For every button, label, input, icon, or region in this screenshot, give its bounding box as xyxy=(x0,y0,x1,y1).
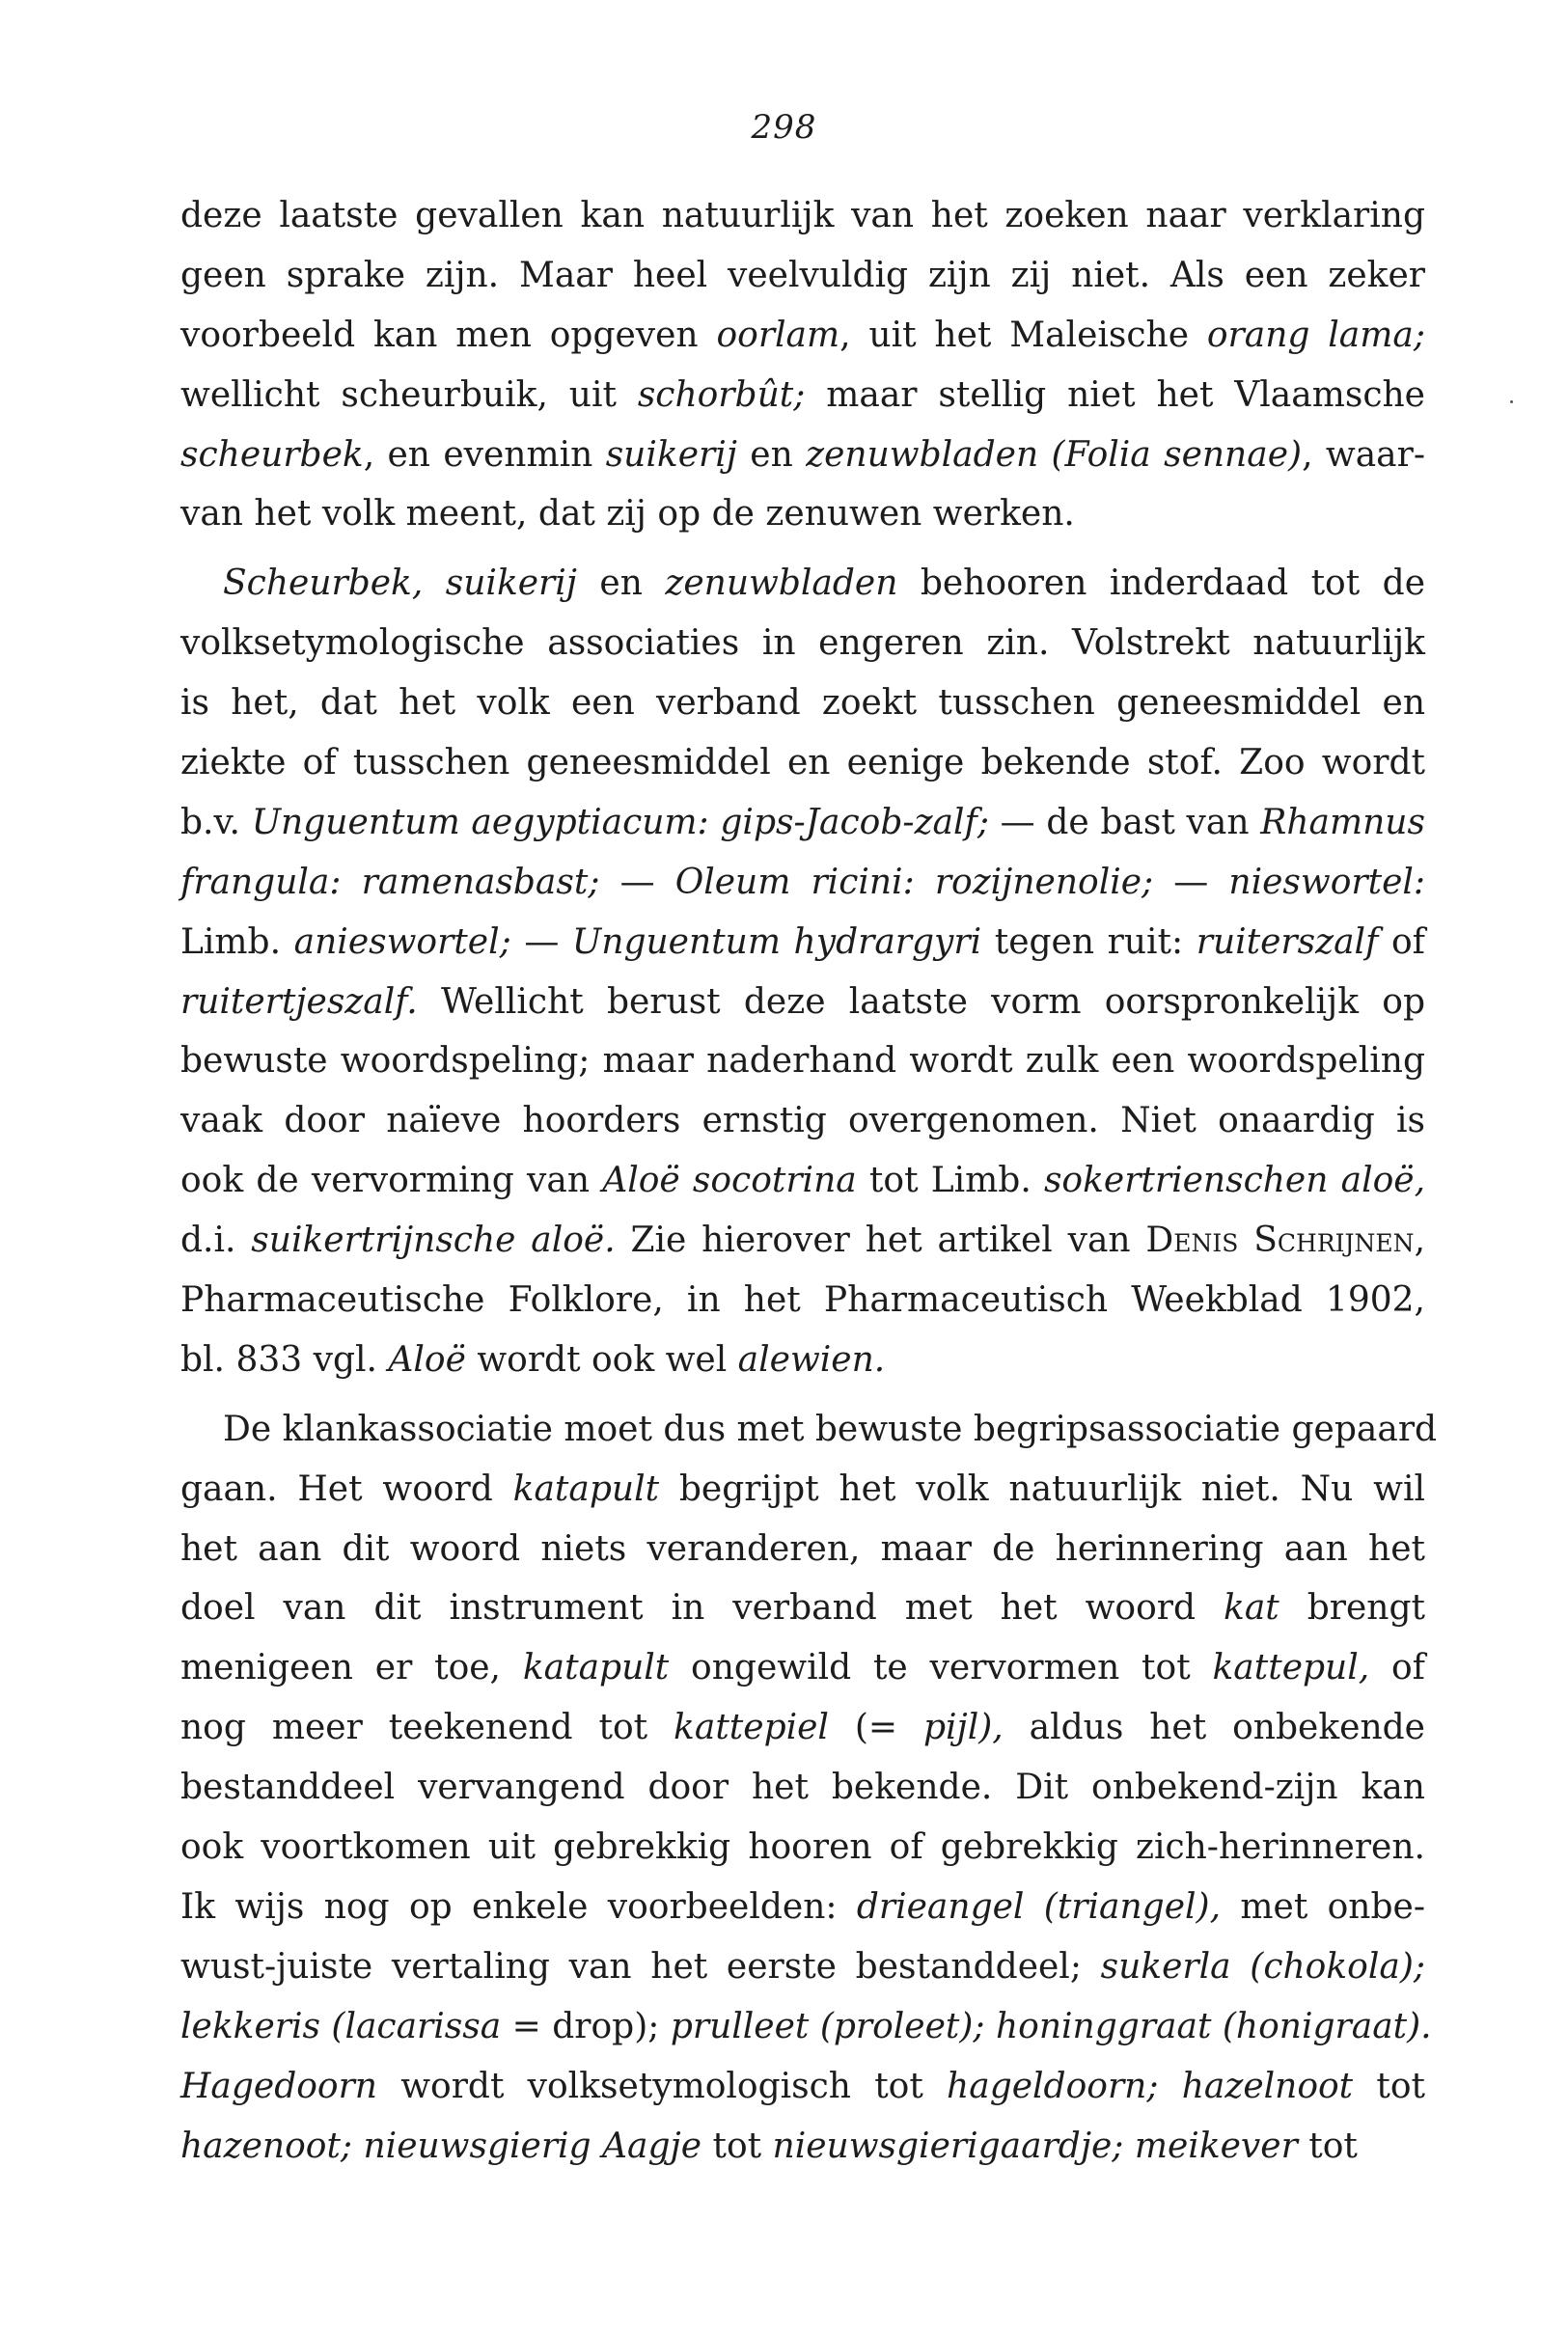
text-run: en xyxy=(736,434,807,475)
italic-run: Aloë xyxy=(388,1339,466,1380)
text-run: bestanddeel vervangend door het bekende. Dit onbekend-zijn kan xyxy=(180,1768,1425,1808)
text-line xyxy=(180,1638,1425,1698)
italic-run: suikerij xyxy=(605,434,737,475)
text-run: — xyxy=(510,921,572,962)
italic-run: katapult xyxy=(522,1648,670,1688)
text-run: aldus het onbekende xyxy=(1003,1708,1425,1748)
text-run: begrijpt het volk natuurlijk niet. Nu wil xyxy=(659,1468,1425,1509)
text-line xyxy=(180,2117,1425,2177)
text-run: b.v. xyxy=(180,802,252,842)
text-run: ziekte of tusschen geneesmiddel en eenige bekende stof. Zoo wordt xyxy=(180,743,1425,783)
text-line xyxy=(180,1151,1425,1211)
italic-run: nieuwsgierigaardje; meikever xyxy=(772,2126,1298,2166)
text-line xyxy=(180,366,1425,425)
text-line xyxy=(180,1818,1425,1878)
text-line xyxy=(180,1211,1425,1271)
text-run: , waar- xyxy=(1302,434,1425,475)
paragraph xyxy=(180,186,1425,544)
italic-run: suikertrijnsche aloë. xyxy=(251,1221,616,1261)
text-run: ook voortkomen uit gebrekkig hooren of gebrekkig zich-herinneren. xyxy=(180,1827,1425,1868)
text-line xyxy=(180,614,1425,673)
italic-run: hageldoorn; hazelnoot xyxy=(947,2066,1354,2106)
text-run: , uit het Maleische xyxy=(839,315,1207,355)
text-line xyxy=(180,913,1425,973)
text-line xyxy=(180,484,1425,544)
text-run: van het volk meent, dat zij op de zenuwen werken. xyxy=(180,494,1075,535)
text-run: , xyxy=(1414,1221,1426,1261)
page-number: 298 xyxy=(751,108,817,147)
text-line xyxy=(180,1520,1425,1579)
italic-run: Unguentum hydrargyri xyxy=(571,921,982,962)
italic-run: katapult xyxy=(512,1468,660,1509)
text-run: of xyxy=(1369,1648,1425,1688)
italic-run: Hagedoorn xyxy=(180,2066,377,2106)
text-run: voorbeeld kan men opgeven xyxy=(180,315,717,355)
text-run: tot xyxy=(1297,2126,1358,2166)
italic-run: kattepiel xyxy=(674,1708,829,1748)
text-run: tot Limb. xyxy=(856,1161,1044,1201)
paragraph xyxy=(180,554,1425,1389)
italic-run: schorbût; xyxy=(637,374,806,415)
text-line xyxy=(180,853,1425,913)
text-line xyxy=(180,186,1425,246)
paragraph-gap xyxy=(180,1390,1425,1400)
text-line xyxy=(180,1878,1425,1937)
italic-run: sukerla (chokola); xyxy=(1100,1946,1425,1987)
text-line xyxy=(180,1271,1425,1331)
text-run: doel van dit instrument in verband met het woord xyxy=(180,1588,1224,1629)
text-run: geen sprake zijn. Maar heel veelvuldig zijn zij niet. Als een zeker xyxy=(180,255,1425,295)
text-run: (= xyxy=(828,1708,923,1748)
text-run: behooren inderdaad tot de xyxy=(897,563,1425,604)
text-run: Pharmaceutische Folklore, in het Pharmaceutisch Weekblad 1902, xyxy=(180,1280,1425,1321)
text-line xyxy=(180,673,1425,733)
text-line xyxy=(180,973,1425,1032)
italic-run: nieswortel: xyxy=(1228,862,1426,902)
body-text xyxy=(180,186,1438,2176)
text-run: nog meer teekenend tot xyxy=(180,1708,674,1748)
text-run: of xyxy=(1378,921,1425,962)
italic-run: ruitertjeszalf. xyxy=(180,981,418,1022)
italic-run: Aloë socotrina xyxy=(602,1161,857,1201)
italic-run: Oleum ricini: rozijnenolie; xyxy=(674,862,1154,902)
small-caps-run: Denis Schrijnen xyxy=(1145,1221,1415,1261)
italic-run: ruiterszalf xyxy=(1196,921,1379,962)
text-run: is het, dat het volk een verband zoekt tusschen geneesmiddel en xyxy=(180,683,1425,724)
text-line xyxy=(180,306,1425,366)
text-line xyxy=(180,2057,1425,2117)
text-run: deze laatste gevallen kan natuurlijk van het zoeken naar verklaring xyxy=(180,196,1425,235)
italic-run: anieswortel; xyxy=(293,921,511,962)
text-run: bl. 833 vgl. xyxy=(180,1339,389,1380)
text-line xyxy=(180,425,1425,485)
paragraph-gap xyxy=(180,544,1425,554)
text-run: tot xyxy=(1353,2066,1425,2106)
italic-run: kat xyxy=(1224,1588,1279,1629)
text-run: tot xyxy=(701,2126,773,2166)
text-line xyxy=(180,733,1425,793)
text-run: — xyxy=(1153,862,1229,902)
text-line xyxy=(180,246,1425,306)
text-run: Wellicht berust deze laatste vorm oorspronkelijk op xyxy=(417,981,1425,1022)
text-run: Zie hierover het artikel van xyxy=(615,1221,1146,1261)
italic-run: zenuwbladen xyxy=(665,563,898,604)
text-run: = drop); xyxy=(501,2006,671,2046)
italic-run: prulleet (proleet); honinggraat (honigraat). xyxy=(670,2006,1432,2046)
text-run: — xyxy=(599,862,675,902)
text-run: brengt xyxy=(1279,1588,1425,1629)
text-line xyxy=(180,1937,1425,1997)
italic-run: orang lama; xyxy=(1206,315,1425,355)
italic-run: pijl), xyxy=(923,1708,1004,1748)
text-run: vaak door naïeve hoorders ernstig overgenomen. Niet onaardig is xyxy=(180,1101,1425,1141)
text-run: — de bast van xyxy=(988,802,1261,842)
italic-run: Unguentum aegyptiacum: gips-Jacob-zalf; xyxy=(251,802,989,842)
text-line xyxy=(180,1031,1425,1091)
italic-run: hazenoot; nieuwsgierig Aagje xyxy=(180,2126,702,2166)
italic-run: frangula: ramenasbast; xyxy=(180,862,600,902)
text-line xyxy=(180,1578,1425,1638)
italic-run: drieangel (triangel), xyxy=(856,1886,1222,1927)
text-run: d.i. xyxy=(180,1221,252,1261)
text-run: tegen ruit: xyxy=(981,921,1197,962)
text-line xyxy=(180,554,1425,614)
text-line xyxy=(180,1331,1425,1390)
text-run: gaan. Het woord xyxy=(180,1468,513,1509)
text-run: wordt volksetymologisch tot xyxy=(377,2066,948,2106)
text-line xyxy=(180,793,1425,853)
text-run: wordt ook wel xyxy=(465,1339,738,1380)
text-run: volksetymologische associaties in engeren zin. Volstrekt natuurlijk xyxy=(180,623,1425,664)
italic-run: oorlam xyxy=(716,315,840,355)
italic-run: Rhamnus xyxy=(1260,802,1425,842)
text-run: Ik wijs nog op enkele voorbeelden: xyxy=(180,1886,857,1927)
text-run: en xyxy=(576,563,666,604)
text-line xyxy=(180,1758,1425,1818)
italic-run: zenuwbladen (Folia sennae) xyxy=(806,434,1303,475)
text-line xyxy=(180,1460,1425,1520)
text-run: De klankassociatie moet dus met bewuste begripsassociatie gepaard xyxy=(223,1409,1438,1449)
italic-run: lekkeris (lacarissa xyxy=(180,2006,502,2046)
text-run: menigeen er toe, xyxy=(180,1648,523,1688)
text-run: ongewild te vervormen tot xyxy=(669,1648,1213,1688)
text-run: ook de vervorming van xyxy=(180,1161,603,1201)
text-run: Limb. xyxy=(180,921,294,962)
italic-run: Scheurbek, suikerij xyxy=(223,563,577,604)
text-line xyxy=(180,1091,1425,1151)
text-line xyxy=(180,1698,1425,1758)
text-line xyxy=(180,1400,1438,1460)
italic-run: alewien. xyxy=(737,1339,886,1380)
margin-speck xyxy=(1510,400,1513,403)
text-run: wust-juiste vertaling van het eerste bestanddeel; xyxy=(180,1946,1101,1987)
text-run: bewuste woordspeling; maar naderhand wordt zulk een woordspeling xyxy=(180,1041,1425,1082)
text-line xyxy=(180,1997,1432,2057)
text-run: , en evenmin xyxy=(363,434,606,475)
text-run: maar stellig niet het Vlaamsche xyxy=(805,374,1425,415)
text-run: wellicht scheurbuik, uit xyxy=(180,374,638,415)
paragraph xyxy=(180,1400,1438,2177)
italic-run: scheurbek xyxy=(180,434,364,475)
italic-run: sokertrienschen aloë, xyxy=(1043,1161,1426,1201)
text-run: met onbe- xyxy=(1221,1886,1426,1927)
italic-run: kattepul, xyxy=(1212,1648,1370,1688)
text-run: het aan dit woord niets veranderen, maar de herinnering aan het xyxy=(180,1528,1425,1569)
